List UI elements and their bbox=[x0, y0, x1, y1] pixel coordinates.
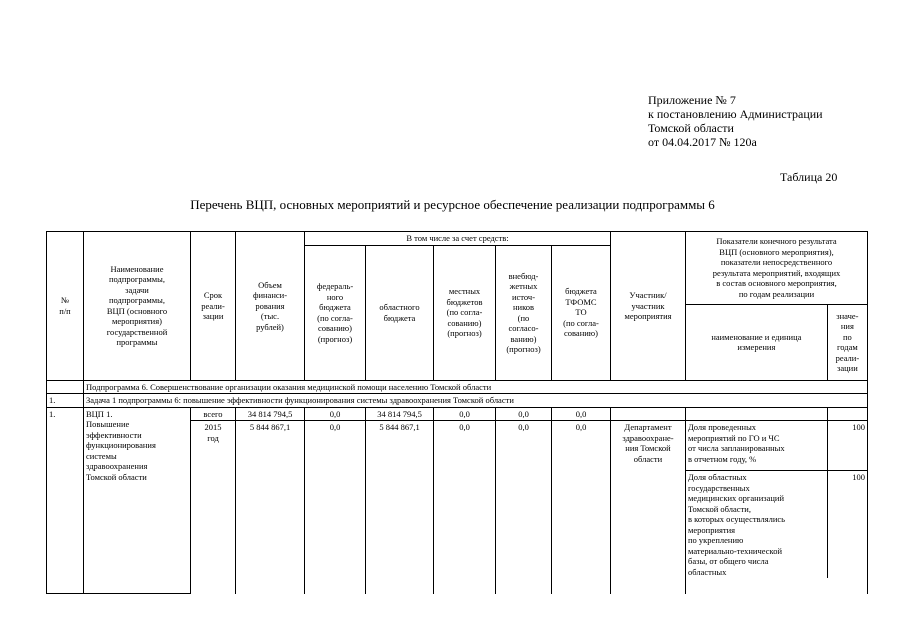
header-regional: областного бюджета bbox=[366, 245, 434, 380]
indicator-2-value: 100 bbox=[827, 471, 867, 579]
row-total-tfoms: 0,0 bbox=[552, 407, 611, 421]
row-total-indicator bbox=[686, 407, 828, 421]
appendix-line-4: от 04.04.2017 № 120а bbox=[648, 135, 757, 149]
row-total-regional: 34 814 794,5 bbox=[366, 407, 434, 421]
header-indicators: Показатели конечного результата ВЦП (основного мероприятия), показатели непосредственного результата мероприятий, входящих в состав основного мероприятия, по годам реализации bbox=[686, 232, 868, 305]
header-local: местных бюджетов (по согла- сованию) (прогноз) bbox=[434, 245, 496, 380]
indicator-row bbox=[686, 471, 867, 579]
header-num: № п/п bbox=[47, 232, 84, 381]
vcp-name: ВЦП 1. Повышение эффективности функционирования системы здравоохранения Томской области bbox=[84, 407, 191, 594]
indicator-list bbox=[686, 421, 867, 578]
vcp-num: 1. bbox=[47, 407, 84, 594]
indicator-1-value: 100 bbox=[852, 422, 865, 432]
header-indicator-value: значе- ния по годам реали- зации bbox=[827, 304, 867, 380]
header-federal: федераль- ного бюджета (по согла- сованию) (прогноз) bbox=[305, 245, 366, 380]
subprogram-title: Подпрограмма 6. Совершенствование организации оказания медицинской помощи населению Томской области bbox=[84, 380, 868, 394]
document-title: Перечень ВЦП, основных мероприятий и ресурсное обеспечение реализации подпрограммы 6 bbox=[190, 197, 715, 212]
header-name: Наименование подпрограммы, задачи подпрограммы, ВЦП (основного мероприятия) государственной программы bbox=[84, 232, 191, 381]
row-2015-regional: 5 844 867,1 bbox=[366, 421, 434, 594]
row-total-participant bbox=[611, 407, 686, 421]
row-2015-federal: 0,0 bbox=[305, 421, 366, 594]
header-indicator-name: наименование и единица измерения bbox=[686, 304, 828, 380]
indicator-2-name: Доля областных государственных медицинских организаций Томской области, в которых осуществлялись мероприятия по укреплению материально-технической базы, от общего числа областных bbox=[686, 471, 827, 579]
indicator-row bbox=[686, 421, 867, 471]
header-term: Срок реали- зации bbox=[191, 232, 236, 381]
header-tfoms: бюджета ТФОМС ТО (по согла- сованию) bbox=[552, 245, 611, 380]
appendix-line-1: Приложение № 7 bbox=[648, 93, 736, 107]
row-2015-term: 2015 год bbox=[191, 421, 236, 594]
table-number: Таблица 20 bbox=[780, 170, 838, 184]
row-2015-tfoms: 0,0 bbox=[552, 421, 611, 594]
header-including: В том числе за счет средств: bbox=[305, 232, 611, 246]
row-2015-participant: Департамент здравоохране- ния Томской области bbox=[611, 421, 686, 594]
row-2015-offbudget: 0,0 bbox=[496, 421, 552, 594]
row-total-offbudget: 0,0 bbox=[496, 407, 552, 421]
row-2015-volume: 5 844 867,1 bbox=[236, 421, 305, 594]
row-total-indicator-value bbox=[827, 407, 867, 421]
appendix-line-3: Томской области bbox=[648, 121, 734, 135]
task-title: Задача 1 подпрограммы 6: повышение эффективности функционирования системы здравоохранения Томской области bbox=[84, 394, 868, 408]
row-total-local: 0,0 bbox=[434, 407, 496, 421]
appendix-note bbox=[648, 93, 823, 149]
indicator-cell bbox=[686, 421, 868, 594]
header-volume: Объем финанси- рования (тыс. рублей) bbox=[236, 232, 305, 381]
task-num: 1. bbox=[47, 394, 84, 408]
subprogram-num bbox=[47, 380, 84, 394]
appendix-line-2: к постановлению Администрации bbox=[648, 107, 823, 121]
row-total-federal: 0,0 bbox=[305, 407, 366, 421]
header-participant: Участник/ участник мероприятия bbox=[611, 232, 686, 381]
row-2015-local: 0,0 bbox=[434, 421, 496, 594]
program-table bbox=[46, 231, 868, 594]
row-total-term: всего bbox=[191, 407, 236, 421]
header-offbudget: внебюд- жетных источ- ников (по согласо- ванию) (прогноз) bbox=[496, 245, 552, 380]
indicator-1-name: Доля проведенных мероприятий по ГО и ЧС от числа запланированных в отчетном году, % bbox=[686, 421, 827, 471]
row-total-volume: 34 814 794,5 bbox=[236, 407, 305, 421]
